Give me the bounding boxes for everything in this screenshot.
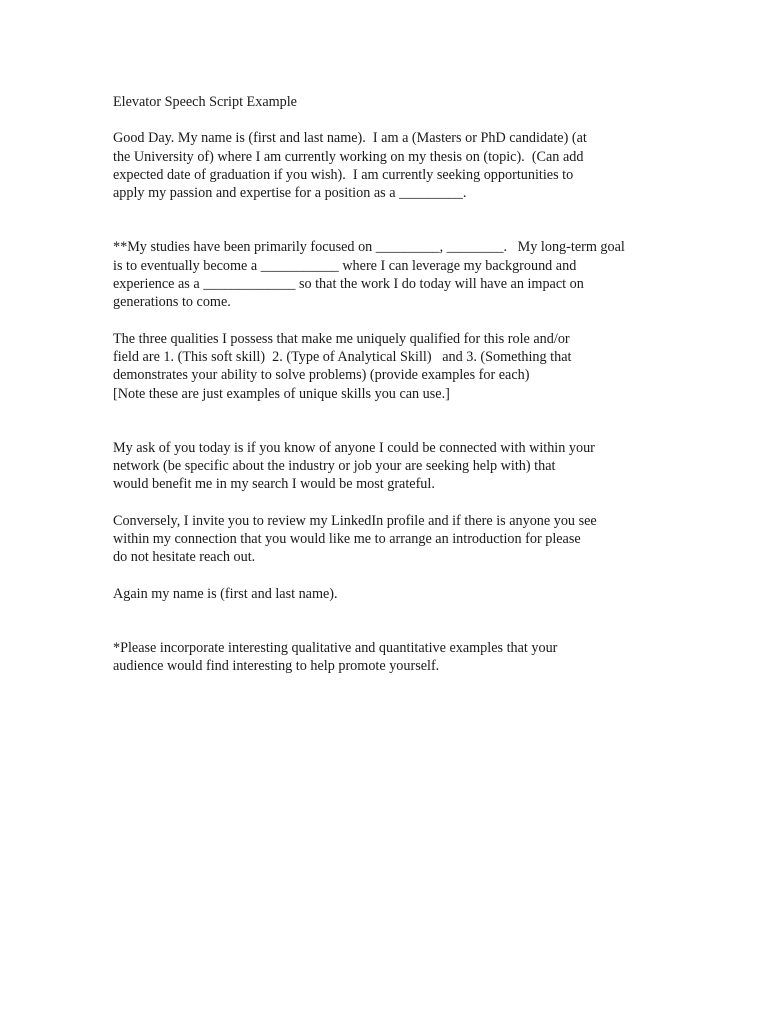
text-line: experience as a _____________ so that the work I do today will have an impact on [113,276,584,293]
text-line: expected date of graduation if you wish). I am currently seeking opportunities to [113,166,574,183]
paragraph-studies [113,238,658,311]
paragraph-linkedin [113,512,658,567]
text-line: audience would find interesting to help promote yourself. [113,658,440,675]
paragraph-ask [113,439,658,494]
text-line: Again my name is (first and last name). [113,585,338,602]
text-line: is to eventually become a ___________ where I can leverage my background and [113,257,577,274]
text-line: would benefit me in my search I would be most grateful. [113,476,435,493]
text-line: field are 1. (This soft skill) 2. (Type of Analytical Skill) and 3. (Something that [113,348,572,365]
text-line: *Please incorporate interesting qualitative and quantitative examples that your [113,639,558,656]
text-line: the University of) where I am currently working on my thesis on (topic). (Can add [113,148,584,165]
paragraph-footnote [113,639,658,676]
text-line: apply my passion and expertise for a position as a _________. [113,185,467,202]
text-line: Conversely, I invite you to review my LinkedIn profile and if there is anyone you see [113,512,597,529]
text-line: within my connection that you would like me to arrange an introduction for please [113,531,581,548]
text-line: demonstrates your ability to solve problems) (provide examples for each) [113,367,530,384]
document-body [113,93,658,676]
paragraph-closing [113,585,658,603]
text-line: generations to come. [113,294,231,311]
text-line: [Note these are just examples of unique skills you can use.] [113,385,450,402]
paragraph-qualities [113,330,658,403]
text-line: The three qualities I possess that make me uniquely qualified for this role and/or [113,330,570,347]
paragraph-introduction [113,129,658,202]
document-title: Elevator Speech Script Example [113,94,297,110]
text-line: network (be specific about the industry or job your are seeking help with) that [113,458,556,475]
text-line: Good Day. My name is (first and last name). I am a (Masters or PhD candidate) (at [113,130,587,147]
text-line: My ask of you today is if you know of anyone I could be connected with within your [113,439,595,456]
text-line: **My studies have been primarily focused on _________, ________. My long-term goal [113,239,625,256]
text-line: do not hesitate reach out. [113,549,256,566]
